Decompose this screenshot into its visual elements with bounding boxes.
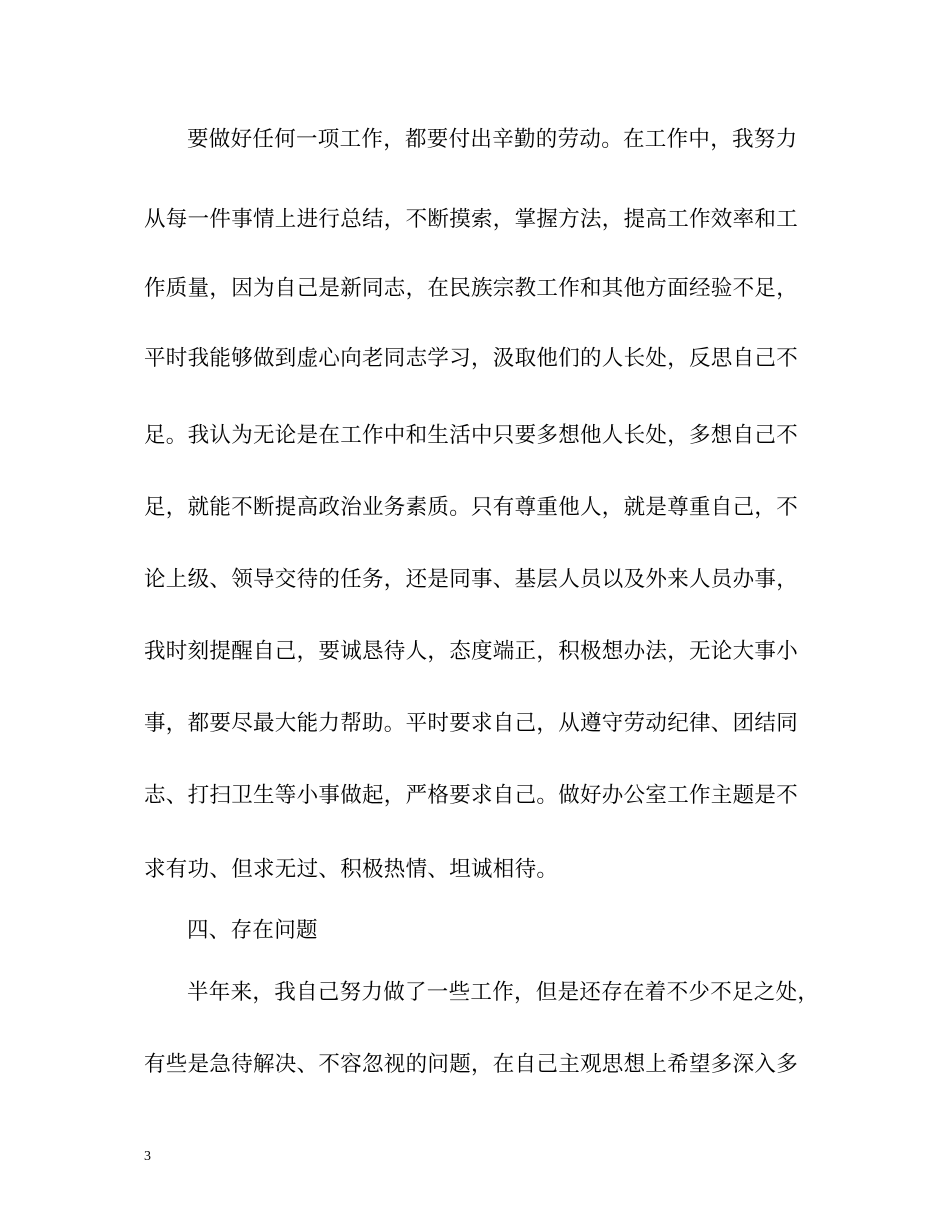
page-number: 3 xyxy=(144,1149,151,1164)
paragraph-line: 从每一件事情上进行总结，不断摸索，掌握方法，提高工作效率和工 xyxy=(144,207,799,232)
paragraph-line: 论上级、领导交待的任务，还是同事、基层人员以及外来人员办事， xyxy=(144,567,799,592)
paragraph-line: 平时我能够做到虚心向老同志学习，汲取他们的人长处，反思自己不 xyxy=(144,346,799,371)
paragraph-line: 要做好任何一项工作，都要付出辛勤的劳动。在工作中，我努力 xyxy=(187,127,798,152)
paragraph-line: 志、打扫卫生等小事做起，严格要求自己。做好办公室工作主题是不 xyxy=(144,783,799,808)
paragraph-line: 足，就能不断提高政治业务素质。只有尊重他人，就是尊重自己，不 xyxy=(144,495,799,520)
paragraph-line: 我时刻提醒自己，要诚恳待人，态度端正，积极想办法，无论大事小 xyxy=(144,639,799,664)
paragraph-line: 足。我认为无论是在工作中和生活中只要多想他人长处，多想自己不 xyxy=(144,423,799,448)
paragraph-line: 事，都要尽最大能力帮助。平时要求自己，从遵守劳动纪律、团结同 xyxy=(144,711,799,736)
paragraph-line: 有些是急待解决、不容忽视的问题，在自己主观思想上希望多深入多 xyxy=(144,1052,799,1077)
paragraph-line: 半年来，我自己努力做了一些工作，但是还存在着不少不足之处， xyxy=(187,980,820,1005)
section-heading: 四、存在问题 xyxy=(187,918,318,943)
paragraph-line: 求有功、但求无过、积极热情、坦诚相待。 xyxy=(144,857,559,882)
paragraph-line: 作质量，因为自己是新同志，在民族宗教工作和其他方面经验不足， xyxy=(144,276,799,301)
